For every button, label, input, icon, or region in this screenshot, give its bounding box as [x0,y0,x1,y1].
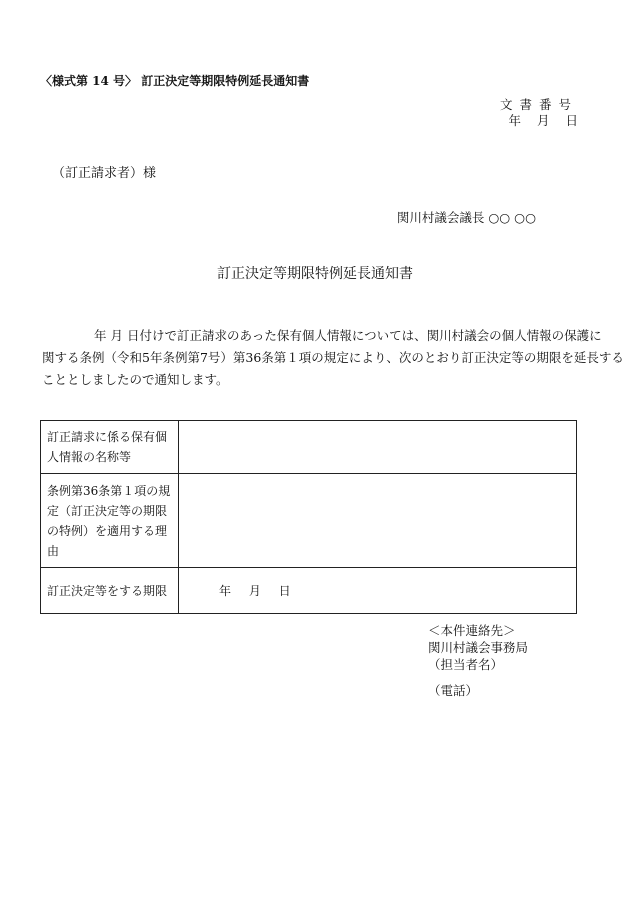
notice-body-line-2: 関する条例（令和5年条例第7号）第36条第１項の規定により、次のとおり訂正決定等の期限を延長する [42,350,624,365]
table-row [41,474,577,568]
document-date: 年 月 日 [508,113,578,128]
deadline-date: 年 月 日 [219,584,291,598]
row-label-info-name: 訂正請求に係る保有個人情報の名称等 [41,421,179,474]
sender-name: 関川村議会議長 ○○ ○○ [396,210,536,225]
form-number-label: 〈様式第 14 号〉 訂正決定等期限特例延長通知書 [40,74,310,88]
row-label-reason: 条例第36条第１項の規定（訂正決定等の期限の特例）を適用する理由 [41,474,179,568]
row-value-deadline [179,568,577,614]
contact-phone: （電話） [428,683,479,698]
row-value-info-name [179,421,577,474]
document-title: 訂正決定等期限特例延長通知書 [217,266,413,282]
table-row [41,568,577,614]
contact-office: 関川村議会事務局 [428,640,529,655]
notice-body-line-1: 年 月 日付けで訂正請求のあった保有個人情報については、関川村議会の個人情報の保護に [94,328,602,343]
notice-body-line-3: こととしましたので通知します。 [42,372,229,387]
row-label-deadline: 訂正決定等をする期限 [41,568,179,614]
contact-heading: ＜本件連絡先＞ [428,623,516,638]
notice-body [42,325,624,391]
contact-block [428,622,528,699]
document-number: 文書番号 [499,97,578,112]
contact-person: （担当者名） [428,657,504,672]
row-value-reason [179,474,577,568]
table-row [41,421,577,474]
details-table [40,420,577,614]
addressee: （訂正請求者）様 [52,166,157,181]
